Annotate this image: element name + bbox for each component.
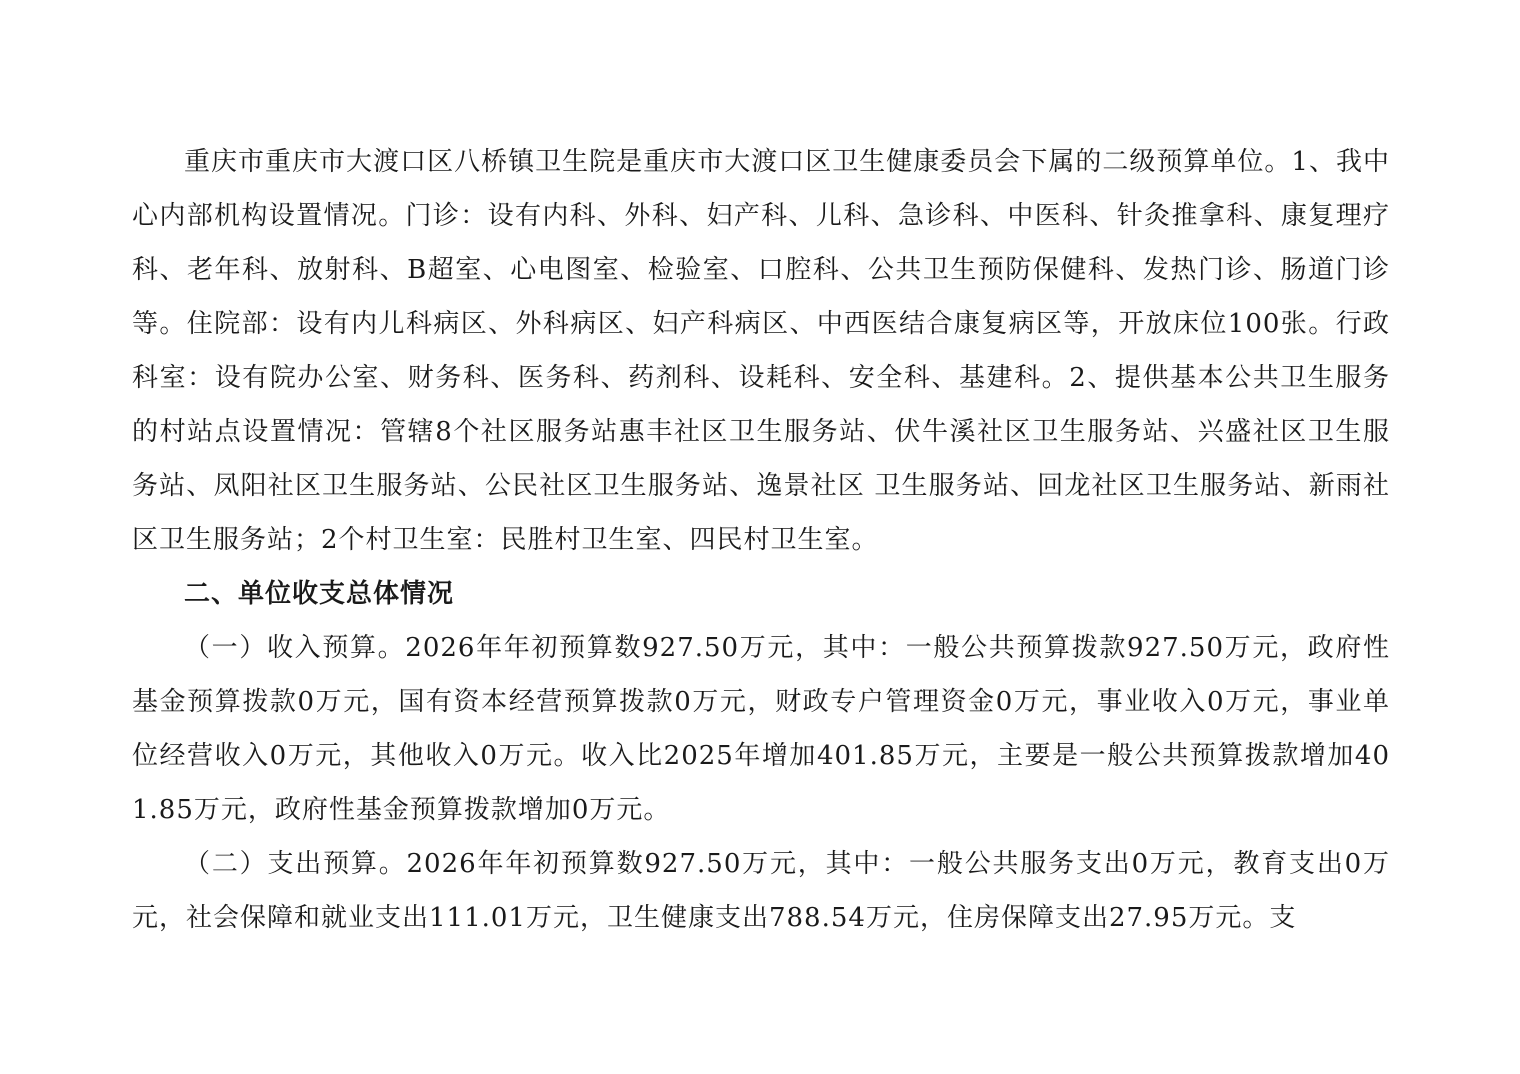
intro-paragraph: 重庆市重庆市大渡口区八桥镇卫生院是重庆市大渡口区卫生健康委员会下属的二级预算单位。1、我中心内部机构设置情况。门诊：设有内科、外科、妇产科、儿科、急诊科、中医科、针灸推拿科、康复理疗科、老年科、放射科、B超室、心电图室、检验室、口腔科、公共卫生预防保健科、发热门诊、肠道门诊等。住院部：设有内儿科病区、外科病区、妇产科病区、中西医结合康复病区等，开放床位100张。行政科室：设有院办公室、财务科、医务科、药剂科、设耗科、安全科、基建科。2、提供基本公共卫生服务的村站点设置情况：管辖8个社区服务站惠丰社区卫生服务站、伏牛溪社区卫生服务站、兴盛社区卫生服务站、凤阳社区卫生服务站、公民社区卫生服务站、逸景社区 卫生服务站、回龙社区卫生服务站、新雨社区卫生服务站；2个村卫生室：民胜村卫生室、四民村卫生室。: [132, 147, 1390, 555]
section-heading: 二、单位收支总体情况: [184, 579, 455, 609]
document-page: [132, 135, 1390, 945]
income-budget-paragraph: （一）收入预算。2026年年初预算数927.50万元，其中：一般公共预算拨款927.50万元，政府性基金预算拨款0万元，国有资本经营预算拨款0万元，财政专户管理资金0万元，事业收入0万元，事业单位经营收入0万元，其他收入0万元。收入比2025年增加401.85万元，主要是一般公共预算拨款增加401.85万元，政府性基金预算拨款增加0万元。: [132, 633, 1390, 825]
expense-budget-paragraph: （二）支出预算。2026年年初预算数927.50万元，其中：一般公共服务支出0万元，教育支出0万元，社会保障和就业支出111.01万元，卫生健康支出788.54万元，住房保障支出27.95万元。支: [132, 849, 1390, 933]
